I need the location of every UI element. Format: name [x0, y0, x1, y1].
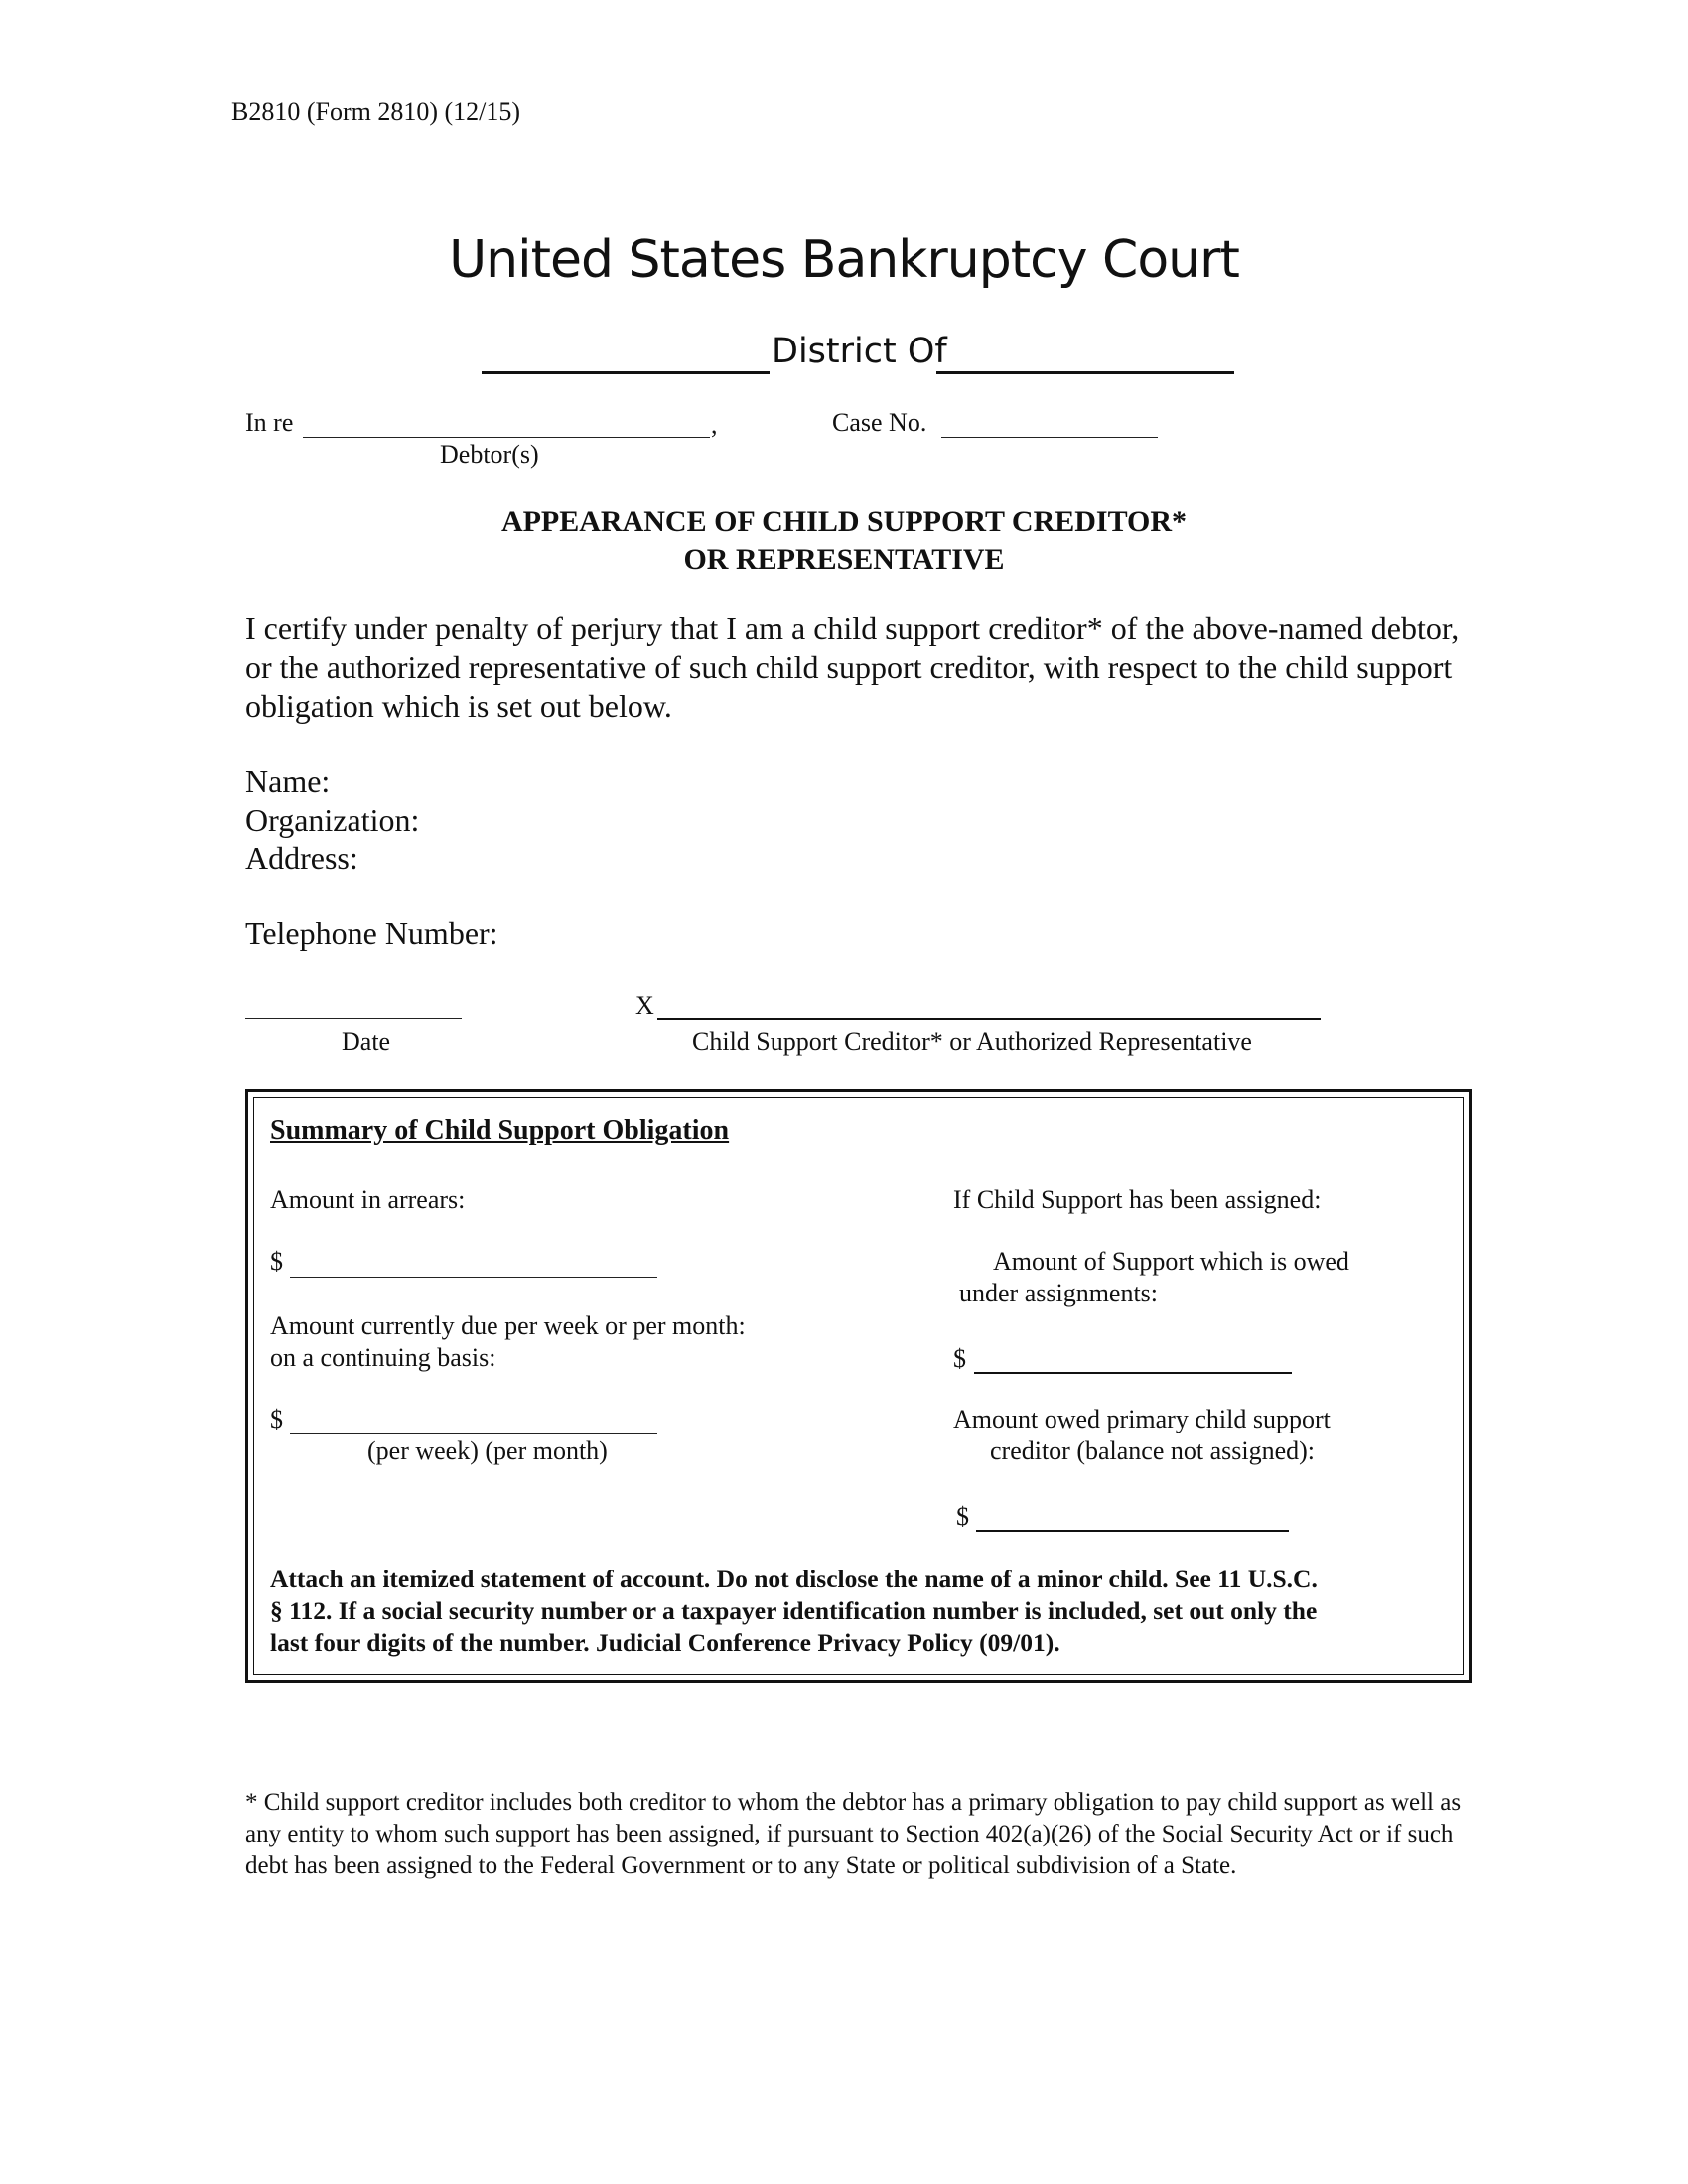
- form-number: B2810 (Form 2810) (12/15): [231, 97, 521, 126]
- form-heading-line2: OR REPRESENTATIVE: [683, 543, 1005, 576]
- case-no-label: Case No.: [832, 408, 927, 437]
- arrears-label: Amount in arrears:: [270, 1185, 466, 1214]
- primary-creditor-label-line1: Amount owed primary child support: [953, 1405, 1331, 1433]
- district-blank-left[interactable]: [482, 330, 770, 374]
- date-blank[interactable]: [245, 988, 462, 1019]
- date-label: Date: [342, 1027, 391, 1056]
- address-label: Address:: [245, 840, 358, 876]
- in-re-label: In re: [245, 408, 294, 437]
- signature-x-mark: X: [635, 991, 654, 1020]
- district-row: [477, 330, 1241, 375]
- district-blank-right[interactable]: [936, 330, 1234, 374]
- owed-assignments-amount-blank[interactable]: [974, 1342, 1292, 1374]
- privacy-notice-line1: Attach an itemized statement of account. Do not disclose the name of a minor child. See 11 U.S.C.: [270, 1565, 1318, 1593]
- assigned-label: If Child Support has been assigned:: [953, 1185, 1322, 1214]
- privacy-notice-line2: § 112. If a social security number or a taxpayer identification number is included, set out only the: [270, 1596, 1318, 1625]
- primary-creditor-amount-blank[interactable]: [976, 1500, 1289, 1532]
- primary-creditor-label-line2: creditor (balance not assigned):: [990, 1436, 1316, 1465]
- telephone-label: Telephone Number:: [245, 915, 498, 951]
- in-re-comma: ,: [711, 410, 718, 439]
- privacy-notice-line3: last four digits of the number. Judicial Conference Privacy Policy (09/01).: [270, 1628, 1060, 1657]
- footnote: * Child support creditor includes both creditor to whom the debtor has a primary obligation to pay child support as well as any entity to whom such support has been assigned, if pursuant to Section 402(a)(26) of the Social Security Act or if such debt has been assigned to the Federal Government or to any State or political subdivision of a State.: [245, 1789, 1462, 1879]
- signature-blank[interactable]: [657, 988, 1321, 1020]
- current-due-label-line2: on a continuing basis:: [270, 1343, 496, 1372]
- primary-creditor-dollar-sign: $: [956, 1502, 969, 1531]
- arrears-dollar-sign: $: [270, 1247, 283, 1276]
- owed-assignments-dollar-sign: $: [953, 1344, 966, 1373]
- owed-assignments-label-line1: Amount of Support which is owed: [993, 1247, 1349, 1276]
- summary-title: Summary of Child Support Obligation: [270, 1115, 730, 1146]
- form-heading-line1: APPEARANCE OF CHILD SUPPORT CREDITOR*: [500, 505, 1188, 538]
- privacy-notice: [270, 1564, 1442, 1659]
- owed-assignments-label-line2: under assignments:: [959, 1279, 1159, 1307]
- current-due-label-line1: Amount currently due per week or per month:: [270, 1311, 746, 1340]
- name-label: Name:: [245, 763, 331, 799]
- district-label: District Of: [772, 332, 947, 371]
- per-week-month-label: (per week) (per month): [367, 1436, 608, 1465]
- court-title: United States Bankruptcy Court: [449, 230, 1239, 290]
- arrears-amount-blank[interactable]: [290, 1247, 657, 1278]
- current-due-dollar-sign: $: [270, 1405, 283, 1433]
- signer-label: Child Support Creditor* or Authorized Representative: [692, 1027, 1252, 1056]
- debtor-name-blank[interactable]: [303, 407, 710, 438]
- current-due-amount-blank[interactable]: [290, 1404, 657, 1434]
- form-heading: [0, 503, 1688, 579]
- certification-text: I certify under penalty of perjury that I am a child support creditor* of the above-named debtor, or the authorized representative of such child support creditor, with respect to the child support obligation which is set out below.: [245, 611, 1460, 724]
- organization-label: Organization:: [245, 802, 420, 838]
- debtor-label: Debtor(s): [440, 440, 539, 469]
- case-no-blank[interactable]: [941, 407, 1158, 438]
